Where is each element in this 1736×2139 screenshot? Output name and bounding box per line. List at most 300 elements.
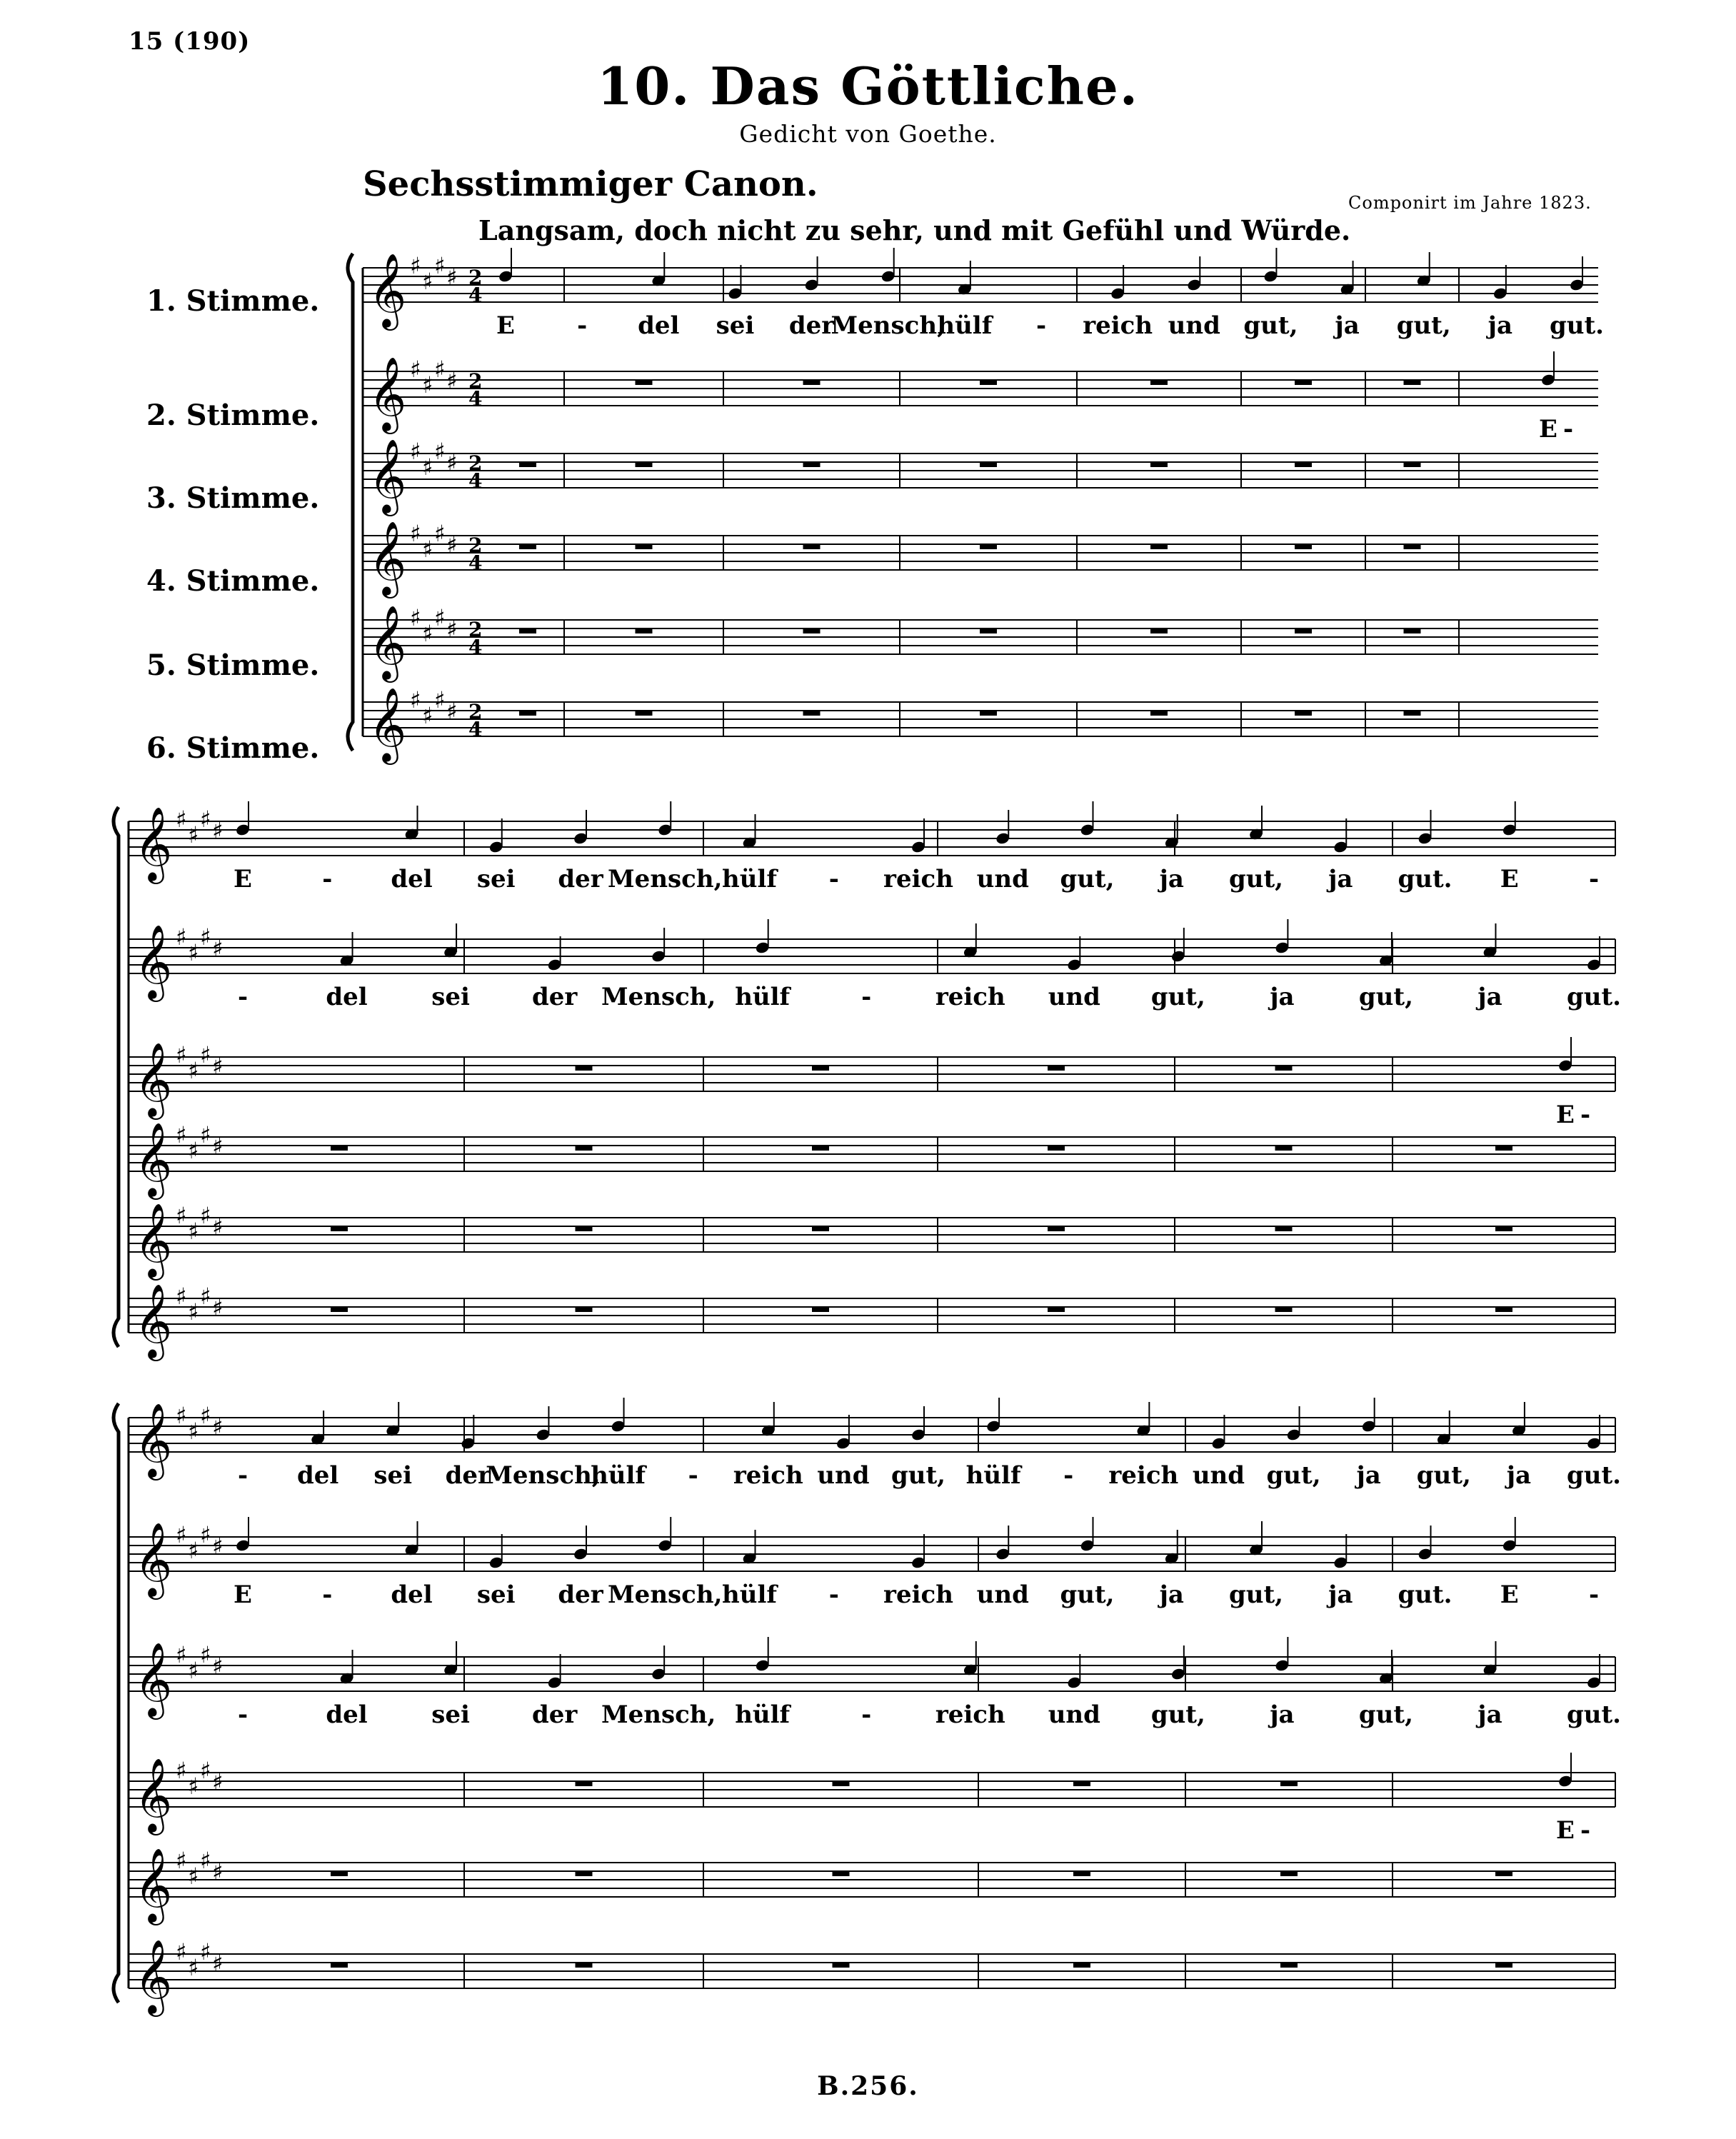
lyric-syllable: sei [431,1700,470,1729]
whole-rest [1404,462,1421,467]
lyric-syllable: gut, [890,1461,946,1490]
whole-rest [1275,1226,1293,1231]
lyric-syllable: - [828,1581,839,1609]
lyric-syllable: E [1556,1816,1575,1845]
lyric-syllable: und [1192,1461,1245,1490]
sharp-sign: ♯ [176,1283,187,1310]
sharp-sign: ♯ [446,367,458,394]
lyric-syllable: gut. [1566,983,1622,1011]
whole-rest [1495,1226,1512,1231]
voice-label-1: 1. Stimme. [146,284,320,318]
whole-rest [1295,462,1312,467]
whole-rest [812,1226,829,1231]
treble-clef: 𝄞 [368,253,407,328]
staff-voice-6 [129,1283,1615,1361]
whole-rest [980,380,997,385]
staff-voice-4 [363,520,1598,598]
treble-clef: 𝄞 [134,1758,173,1833]
whole-rest [576,1871,593,1876]
lyric-syllable: gut, [1228,865,1284,893]
sharp-sign: ♯ [188,1298,199,1326]
time-signature-bottom: 4 [468,718,483,741]
whole-rest [833,1871,850,1876]
treble-clef: 𝄞 [134,806,173,881]
sharp-sign: ♯ [200,1202,211,1229]
lyric-syllable: hülf [937,311,993,340]
lyric-syllable: Mensch, [608,1581,723,1609]
sharp-sign: ♯ [446,531,458,558]
whole-rest [576,1781,593,1786]
whole-rest [576,1963,593,1968]
lyric-syllable: gut, [1358,983,1413,1011]
treble-clef: 𝄞 [368,356,407,431]
whole-rest [1275,1146,1293,1151]
lyric-syllable: - [861,983,872,1011]
lyric-syllable: - [577,311,588,340]
sharp-sign: ♯ [212,1653,224,1680]
whole-rest [803,628,821,633]
lyric-syllable: E [234,1581,252,1609]
lyric-syllable: gut, [1266,1461,1321,1490]
voice-label-6: 6. Stimme. [146,731,320,765]
sharp-sign: ♯ [422,620,433,647]
sharp-sign: ♯ [410,356,421,383]
treble-clef: 𝄞 [134,1403,173,1478]
whole-rest [812,1307,829,1312]
lyric-syllable: ja [1270,1700,1295,1729]
whole-rest [803,380,821,385]
lyric-syllable: - [1580,1816,1591,1845]
tempo-marking: Langsam, doch nicht zu sehr, und mit Gefühl und Würde. [478,214,1351,246]
whole-rest [980,628,997,633]
lyric-syllable: gut, [1358,1700,1413,1729]
lyric-syllable: ja [1335,311,1360,340]
whole-rest [1275,1307,1293,1312]
sharp-sign: ♯ [176,1641,187,1668]
lyric-syllable: hülf [965,1461,1021,1490]
sharp-sign: ♯ [176,1938,187,1965]
staff-voice-2 [129,1517,1615,1609]
staff-voice-5 [363,604,1598,683]
whole-rest [1295,544,1312,549]
staff-voice-5 [129,1847,1615,1925]
treble-clef: 𝄞 [134,924,173,999]
whole-rest [803,544,821,549]
whole-rest [1150,544,1168,549]
whole-rest [636,711,653,716]
whole-rest [980,462,997,467]
whole-rest [1048,1226,1065,1231]
whole-rest [331,1226,348,1231]
whole-rest [1073,1963,1090,1968]
lyric-syllable: ja [1159,865,1184,893]
sharp-sign: ♯ [212,817,224,844]
sharp-sign: ♯ [446,264,458,291]
page-title: 10. Das Göttliche. [597,56,1139,116]
whole-rest [1404,380,1421,385]
sharp-sign: ♯ [176,1202,187,1229]
lyric-syllable: - [322,1581,333,1609]
sharp-sign: ♯ [212,1950,224,1977]
sharp-sign: ♯ [434,520,446,547]
whole-rest [803,462,821,467]
sharp-sign: ♯ [212,1768,224,1795]
sharp-sign: ♯ [188,1657,199,1684]
sharp-sign: ♯ [410,438,421,465]
sharp-sign: ♯ [212,1213,224,1241]
lyric-syllable: gut. [1566,1461,1622,1490]
whole-rest [1150,628,1168,633]
lyric-syllable: hülf [735,1700,791,1729]
sharp-sign: ♯ [176,1402,187,1429]
lyric-syllable: - [1588,1581,1600,1609]
time-signature-bottom: 4 [468,469,483,493]
lyric-syllable: gut, [1243,311,1298,340]
lyric-syllable: - [828,865,839,893]
staff-voice-5 [129,1202,1615,1281]
lyric-syllable: gut, [1150,1700,1205,1729]
whole-rest [576,1146,593,1151]
sharp-sign: ♯ [422,702,433,729]
sharp-sign: ♯ [188,1537,199,1564]
lyric-syllable: hülf [735,983,791,1011]
whole-rest [1280,1963,1298,1968]
lyric-syllable: reich [935,983,1005,1011]
lyric-syllable: - [1063,1461,1074,1490]
sharp-sign: ♯ [176,1847,187,1874]
time-signature-bottom: 4 [468,551,483,575]
sharp-sign: ♯ [176,1041,187,1068]
time-signature-bottom: 4 [468,387,483,411]
system-2 [114,801,1621,1361]
staff-voice-1 [129,801,1615,893]
lyric-syllable: der [788,311,835,340]
whole-rest [519,711,536,716]
lyric-syllable: der [531,1700,578,1729]
sharp-sign: ♯ [200,1121,211,1148]
sharp-sign: ♯ [434,604,446,631]
sharp-sign: ♯ [200,1938,211,1965]
staff-voice-3 [129,1037,1615,1129]
lyric-syllable: ja [1477,1700,1502,1729]
sharp-sign: ♯ [200,1521,211,1548]
lyric-syllable: - [1035,311,1047,340]
whole-rest [833,1963,850,1968]
lyric-syllable: reich [1083,311,1153,340]
lyric-syllable: gut, [1150,983,1205,1011]
sharp-sign: ♯ [188,1418,199,1445]
whole-rest [576,1307,593,1312]
system-bracket [114,1403,119,2003]
whole-rest [576,1226,593,1231]
whole-rest [1295,628,1312,633]
whole-rest [331,1963,348,1968]
sharp-sign: ♯ [410,604,421,631]
time-signature-top: 2 [468,700,483,723]
lyric-syllable: ja [1477,983,1502,1011]
whole-rest [1150,462,1168,467]
voice-label-2: 2. Stimme. [146,399,320,432]
treble-clef: 𝄞 [134,1939,173,2014]
lyric-syllable: E [234,865,252,893]
sharp-sign: ♯ [422,268,433,295]
sharp-sign: ♯ [188,1218,199,1245]
lyric-syllable: und [817,1461,870,1490]
lyric-syllable: sei [373,1461,413,1490]
lyric-syllable: ja [1328,865,1353,893]
lyric-syllable: hülf [722,865,777,893]
lyric-syllable: reich [733,1461,803,1490]
sharp-sign: ♯ [176,806,187,833]
lyric-syllable: del [326,983,368,1011]
lyric-syllable: und [1048,1700,1100,1729]
staff-voice-2 [363,351,1598,444]
lyric-syllable: und [1168,311,1220,340]
sharp-sign: ♯ [422,371,433,399]
lyric-syllable: sei [431,983,470,1011]
sharp-sign: ♯ [188,1773,199,1800]
whole-rest [1048,1146,1065,1151]
canon-type-heading: Sechsstimmiger Canon. [363,164,818,204]
lyric-syllable: - [237,1461,249,1490]
sharp-sign: ♯ [446,616,458,643]
lyric-syllable: - [237,1700,249,1729]
sharp-sign: ♯ [200,1641,211,1668]
system-3 [114,1398,1621,2017]
composition-date: Componirt im Jahre 1823. [1348,193,1592,213]
whole-rest [1073,1781,1090,1786]
treble-clef: 𝄞 [134,1848,173,1923]
lyric-syllable: gut. [1398,1581,1452,1609]
time-signature-top: 2 [468,266,483,289]
whole-rest [1280,1781,1298,1786]
whole-rest [1495,1146,1512,1151]
sharp-sign: ♯ [188,1863,199,1890]
whole-rest [1495,1871,1512,1876]
sharp-sign: ♯ [410,686,421,713]
sharp-sign: ♯ [200,1757,211,1784]
lyric-syllable: hülf [591,1461,646,1490]
lyric-syllable: hülf [722,1581,777,1609]
whole-rest [980,544,997,549]
lyric-syllable: - [688,1461,698,1490]
whole-rest [1495,1307,1512,1312]
lyric-syllable: gut, [1060,1581,1115,1609]
voice-label-4: 4. Stimme. [146,564,320,598]
lyric-syllable: Mensch, [486,1461,601,1490]
sharp-sign: ♯ [200,1041,211,1068]
sharp-sign: ♯ [200,1402,211,1429]
whole-rest [576,1066,593,1071]
whole-rest [1404,544,1421,549]
lyric-syllable: ja [1506,1461,1532,1490]
lyric-syllable: der [531,983,578,1011]
staff-voice-4 [129,1753,1615,1845]
voice-label-3: 3. Stimme. [146,481,320,515]
lyric-syllable: ja [1270,983,1295,1011]
whole-rest [803,711,821,716]
sharp-sign: ♯ [410,252,421,279]
lyric-syllable: - [322,865,333,893]
sharp-sign: ♯ [422,454,433,481]
treble-clef: 𝄞 [134,1042,173,1117]
whole-rest [1495,1963,1512,1968]
sharp-sign: ♯ [212,1133,224,1160]
whole-rest [1073,1871,1090,1876]
lyric-syllable: E [1500,1581,1519,1609]
lyric-syllable: E [496,311,515,340]
lyric-syllable: gut, [1228,1581,1284,1609]
lyric-syllable: del [391,865,433,893]
lyric-syllable: sei [716,311,755,340]
sharp-sign: ♯ [176,1757,187,1784]
sharp-sign: ♯ [176,1521,187,1548]
lyric-syllable: E [1539,415,1557,444]
lyric-syllable: gut, [1396,311,1451,340]
lyric-syllable: Mensch, [831,311,945,340]
whole-rest [331,1871,348,1876]
staff-voice-1 [129,1398,1621,1490]
system-1 [348,248,1604,765]
lyric-syllable: - [237,983,249,1011]
lyric-syllable: und [976,1581,1029,1609]
treble-clef: 𝄞 [368,687,407,762]
lyric-syllable: der [558,865,603,893]
whole-rest [1295,711,1312,716]
staff-voice-6 [129,1938,1615,2017]
time-signature-bottom: 4 [468,636,483,659]
time-signature-bottom: 4 [468,284,483,307]
treble-clef: 𝄞 [368,605,407,680]
whole-rest [812,1146,829,1151]
whole-rest [1280,1871,1298,1876]
time-signature-top: 2 [468,451,483,475]
whole-rest [331,1307,348,1312]
sharp-sign: ♯ [410,520,421,547]
lyric-syllable: del [638,311,680,340]
whole-rest [519,462,536,467]
staff-voice-3 [129,1637,1621,1729]
lyric-syllable: Mensch, [601,1700,716,1729]
whole-rest [519,628,536,633]
treble-clef: 𝄞 [134,1522,173,1597]
lyric-syllable: E [1500,865,1519,893]
whole-rest [1275,1066,1293,1071]
whole-rest [636,544,653,549]
treble-clef: 𝄞 [134,1642,173,1717]
system-bracket [114,807,119,1347]
whole-rest [519,544,536,549]
treble-clef: 𝄞 [368,521,407,596]
sharp-sign: ♯ [434,438,446,465]
sharp-sign: ♯ [176,1121,187,1148]
whole-rest [1295,380,1312,385]
lyric-syllable: Mensch, [601,983,716,1011]
staff-voice-4 [129,1121,1615,1200]
sharp-sign: ♯ [188,939,199,966]
staff-voice-6 [363,686,1598,765]
lyric-syllable: ja [1356,1461,1381,1490]
sharp-sign: ♯ [200,1847,211,1874]
lyric-syllable: E [1556,1101,1575,1129]
lyric-syllable: gut. [1549,311,1605,340]
treble-clef: 𝄞 [134,1122,173,1197]
sharp-sign: ♯ [188,1954,199,1981]
lyric-syllable: - [1562,415,1574,444]
sharp-sign: ♯ [434,252,446,279]
sharp-sign: ♯ [212,1858,224,1885]
whole-rest [1048,1066,1065,1071]
lyric-syllable: ja [1328,1581,1353,1609]
system-bracket [348,254,353,751]
lyric-syllable: und [976,865,1029,893]
page-number: 15 (190) [129,27,251,56]
time-signature-top: 2 [468,534,483,557]
whole-rest [331,1146,348,1151]
sharp-sign: ♯ [212,935,224,962]
sharp-sign: ♯ [446,449,458,476]
lyric-syllable: del [391,1581,433,1609]
lyric-syllable: und [1048,983,1100,1011]
plate-number: B.256. [817,2071,919,2101]
staff-voice-2 [129,919,1621,1011]
sharp-sign: ♯ [212,1533,224,1560]
whole-rest [1048,1307,1065,1312]
whole-rest [636,380,653,385]
lyric-syllable: reich [935,1700,1005,1729]
sharp-sign: ♯ [422,536,433,563]
treble-clef: 𝄞 [368,439,407,514]
lyric-syllable: - [1580,1101,1591,1129]
lyric-syllable: der [558,1581,603,1609]
lyric-syllable: - [861,1700,872,1729]
whole-rest [636,628,653,633]
lyric-syllable: Mensch, [608,865,723,893]
treble-clef: 𝄞 [134,1283,173,1358]
sharp-sign: ♯ [200,1283,211,1310]
whole-rest [980,711,997,716]
sharp-sign: ♯ [200,806,211,833]
voice-label-5: 5. Stimme. [146,648,320,682]
lyric-syllable: ja [1159,1581,1184,1609]
lyric-syllable: del [296,1461,339,1490]
sharp-sign: ♯ [200,923,211,951]
sharp-sign: ♯ [212,1413,224,1441]
lyric-syllable: reich [883,1581,953,1609]
sharp-sign: ♯ [188,1137,199,1164]
sharp-sign: ♯ [212,1053,224,1080]
sharp-sign: ♯ [434,686,446,713]
whole-rest [636,462,653,467]
treble-clef: 𝄞 [134,1203,173,1278]
lyric-syllable: reich [883,865,953,893]
lyric-syllable: gut. [1566,1700,1622,1729]
staff-voice-3 [363,438,1598,516]
lyric-syllable: - [1588,865,1600,893]
lyric-syllable: ja [1487,311,1513,340]
lyric-syllable: sei [476,865,516,893]
lyric-syllable: gut, [1416,1461,1471,1490]
lyric-syllable: gut, [1060,865,1115,893]
sharp-sign: ♯ [212,1294,224,1321]
subtitle: Gedicht von Goethe. [739,120,997,148]
lyric-syllable: del [326,1700,368,1729]
time-signature-top: 2 [468,618,483,641]
whole-rest [1150,380,1168,385]
whole-rest [1150,711,1168,716]
whole-rest [1404,711,1421,716]
time-signature-top: 2 [468,369,483,393]
